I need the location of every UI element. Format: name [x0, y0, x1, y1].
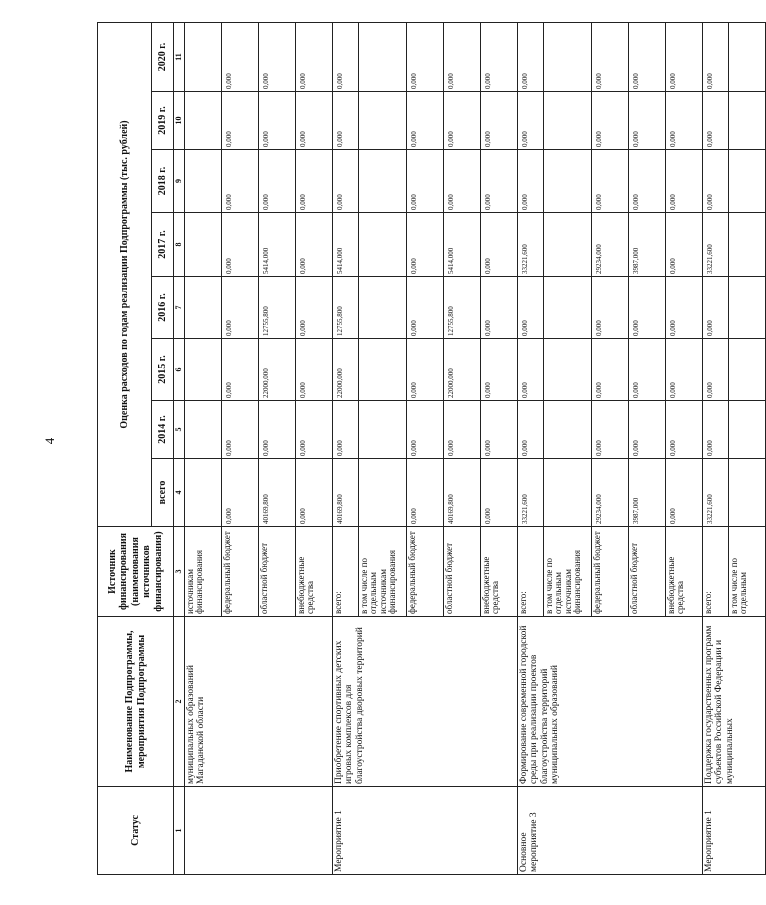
- value-cell: 40169,800: [333, 459, 359, 527]
- status-cell: Мероприятие 1: [333, 787, 518, 875]
- value-cell: 0,000: [518, 23, 544, 92]
- value-cell: 0,000: [259, 150, 296, 213]
- value-cell: 0,000: [592, 23, 629, 92]
- header-source: Источник финансирования (наименования источников финансирования): [98, 527, 174, 617]
- value-cell: 0,000: [629, 277, 666, 339]
- name-cell: Поддержка государственных программ субъектов Российской Федерации и муниципальных: [703, 617, 766, 787]
- value-cell: 0,000: [296, 92, 333, 150]
- column-index: 8: [174, 213, 185, 277]
- source-cell: источникам финансирования: [185, 527, 222, 617]
- header-year: 2014 г.: [152, 401, 174, 459]
- value-cell: [185, 401, 222, 459]
- value-cell: 0,000: [296, 213, 333, 277]
- value-cell: 0,000: [666, 23, 703, 92]
- value-cell: [544, 401, 592, 459]
- value-cell: [359, 23, 407, 92]
- header-year: 2015 г.: [152, 339, 174, 401]
- source-cell: внебюджетные средства: [296, 527, 333, 617]
- value-cell: [729, 150, 766, 213]
- source-cell: областной бюджет: [444, 527, 481, 617]
- column-index: 9: [174, 150, 185, 213]
- value-cell: 0,000: [629, 92, 666, 150]
- value-cell: 0,000: [592, 277, 629, 339]
- value-cell: 0,000: [666, 213, 703, 277]
- header-name: Наименование Подпрограммы, мероприятия Подпрограммы: [98, 617, 174, 787]
- value-cell: 0,000: [481, 92, 518, 150]
- value-cell: 0,000: [703, 277, 729, 339]
- value-cell: 0,000: [518, 277, 544, 339]
- header-estimate: Оценка расходов по годам реализации Подпрограммы (тыс. рублей): [98, 23, 152, 527]
- header-status: Статус: [98, 787, 174, 875]
- value-cell: 0,000: [481, 339, 518, 401]
- value-cell: 0,000: [481, 150, 518, 213]
- value-cell: [359, 213, 407, 277]
- value-cell: 33221,600: [703, 459, 729, 527]
- value-cell: 0,000: [333, 401, 359, 459]
- source-cell: всего:: [703, 527, 729, 617]
- column-index: 7: [174, 277, 185, 339]
- header-year: 2019 г.: [152, 92, 174, 150]
- value-cell: 5414,000: [333, 213, 359, 277]
- header-year: 2018 г.: [152, 150, 174, 213]
- value-cell: 0,000: [222, 401, 259, 459]
- status-cell: Мероприятие 1: [703, 787, 766, 875]
- value-cell: 0,000: [703, 150, 729, 213]
- column-index: 1: [174, 787, 185, 875]
- column-index: 11: [174, 23, 185, 92]
- table-row: [185, 23, 222, 875]
- value-cell: [729, 23, 766, 92]
- value-cell: 0,000: [296, 401, 333, 459]
- value-cell: 0,000: [333, 23, 359, 92]
- value-cell: 0,000: [666, 277, 703, 339]
- value-cell: 0,000: [222, 213, 259, 277]
- value-cell: [359, 339, 407, 401]
- value-cell: 0,000: [666, 401, 703, 459]
- value-cell: 0,000: [481, 277, 518, 339]
- value-cell: 33221,600: [518, 213, 544, 277]
- value-cell: 0,000: [444, 150, 481, 213]
- value-cell: [544, 339, 592, 401]
- value-cell: [185, 277, 222, 339]
- value-cell: 40169,800: [444, 459, 481, 527]
- value-cell: 0,000: [296, 459, 333, 527]
- value-cell: 0,000: [407, 23, 444, 92]
- status-cell: Основное мероприятие 3: [518, 787, 703, 875]
- value-cell: 0,000: [592, 401, 629, 459]
- name-cell: Приобретение спортивных детских игровых комплексов для благоустройства дворовых территорий: [333, 617, 518, 787]
- value-cell: [185, 92, 222, 150]
- value-cell: [544, 213, 592, 277]
- column-index: 3: [174, 527, 185, 617]
- value-cell: 0,000: [407, 150, 444, 213]
- value-cell: 0,000: [259, 92, 296, 150]
- page-number: 4: [42, 437, 57, 445]
- header-year: 2017 г.: [152, 213, 174, 277]
- table-container: [97, 23, 749, 875]
- source-cell: в том числе по отдельным источникам финансирования: [359, 527, 407, 617]
- value-cell: 0,000: [407, 339, 444, 401]
- value-cell: 0,000: [592, 150, 629, 213]
- source-cell: в том числе по отдельным источникам финансирования: [544, 527, 592, 617]
- value-cell: [359, 150, 407, 213]
- value-cell: [544, 23, 592, 92]
- value-cell: 29234,000: [592, 459, 629, 527]
- value-cell: 0,000: [629, 401, 666, 459]
- value-cell: [544, 92, 592, 150]
- value-cell: 0,000: [222, 150, 259, 213]
- value-cell: 0,000: [592, 92, 629, 150]
- value-cell: [544, 277, 592, 339]
- value-cell: 3987,000: [629, 459, 666, 527]
- rotated-table-area: [97, 23, 749, 875]
- value-cell: [185, 459, 222, 527]
- status-cell: [185, 787, 333, 875]
- value-cell: 0,000: [222, 277, 259, 339]
- value-cell: 0,000: [296, 339, 333, 401]
- value-cell: 0,000: [629, 339, 666, 401]
- source-cell: областной бюджет: [259, 527, 296, 617]
- source-cell: федеральный бюджет: [407, 527, 444, 617]
- value-cell: 0,000: [407, 213, 444, 277]
- table-row: [333, 23, 359, 875]
- value-cell: 0,000: [259, 23, 296, 92]
- value-cell: [359, 92, 407, 150]
- value-cell: 0,000: [407, 277, 444, 339]
- value-cell: [544, 150, 592, 213]
- value-cell: 5414,000: [444, 213, 481, 277]
- value-cell: 0,000: [592, 339, 629, 401]
- name-cell: муниципальных образований Магаданской области: [185, 617, 333, 787]
- column-index: 2: [174, 617, 185, 787]
- value-cell: 0,000: [407, 92, 444, 150]
- table-row: [518, 23, 544, 875]
- column-index: 10: [174, 92, 185, 150]
- expenditure-table: [97, 22, 766, 875]
- header-year: 2020 г.: [152, 23, 174, 92]
- header-year: всего: [152, 459, 174, 527]
- source-cell: федеральный бюджет: [592, 527, 629, 617]
- header-year: 2016 г.: [152, 277, 174, 339]
- value-cell: 0,000: [703, 92, 729, 150]
- value-cell: 33221,600: [703, 213, 729, 277]
- value-cell: 5414,000: [259, 213, 296, 277]
- value-cell: 0,000: [259, 401, 296, 459]
- value-cell: 0,000: [629, 150, 666, 213]
- value-cell: [729, 339, 766, 401]
- value-cell: 0,000: [481, 23, 518, 92]
- name-cell: Формирование современной городской среды при реализации проектов благоустройства территорий муниципальных образований: [518, 617, 703, 787]
- value-cell: 22000,000: [444, 339, 481, 401]
- table-header: [98, 23, 185, 875]
- value-cell: 0,000: [703, 23, 729, 92]
- value-cell: 3987,000: [629, 213, 666, 277]
- value-cell: 0,000: [296, 23, 333, 92]
- value-cell: 0,000: [481, 213, 518, 277]
- column-index: 6: [174, 339, 185, 401]
- value-cell: [729, 92, 766, 150]
- source-cell: внебюджетные средства: [481, 527, 518, 617]
- value-cell: 0,000: [222, 339, 259, 401]
- value-cell: 0,000: [666, 459, 703, 527]
- source-cell: внебюджетные средства: [666, 527, 703, 617]
- value-cell: 0,000: [481, 459, 518, 527]
- value-cell: [185, 339, 222, 401]
- value-cell: 0,000: [518, 401, 544, 459]
- value-cell: 0,000: [703, 339, 729, 401]
- value-cell: 33221,600: [518, 459, 544, 527]
- value-cell: 0,000: [518, 339, 544, 401]
- value-cell: 12755,800: [333, 277, 359, 339]
- value-cell: 22000,000: [333, 339, 359, 401]
- source-cell: областной бюджет: [629, 527, 666, 617]
- header-index-row: [174, 23, 185, 875]
- value-cell: 0,000: [333, 150, 359, 213]
- value-cell: 0,000: [481, 401, 518, 459]
- source-cell: федеральный бюджет: [222, 527, 259, 617]
- column-index: 4: [174, 459, 185, 527]
- value-cell: [185, 213, 222, 277]
- value-cell: 0,000: [296, 277, 333, 339]
- value-cell: [359, 401, 407, 459]
- value-cell: 0,000: [666, 92, 703, 150]
- value-cell: [729, 277, 766, 339]
- value-cell: 0,000: [518, 92, 544, 150]
- source-cell: всего:: [518, 527, 544, 617]
- table-row: [703, 23, 729, 875]
- value-cell: 0,000: [222, 23, 259, 92]
- value-cell: [185, 23, 222, 92]
- source-cell: всего:: [333, 527, 359, 617]
- value-cell: 0,000: [666, 339, 703, 401]
- value-cell: 0,000: [333, 92, 359, 150]
- value-cell: [185, 150, 222, 213]
- table-body: [185, 23, 766, 875]
- value-cell: [544, 459, 592, 527]
- value-cell: [729, 459, 766, 527]
- value-cell: 0,000: [629, 23, 666, 92]
- value-cell: 0,000: [703, 401, 729, 459]
- value-cell: 40169,800: [259, 459, 296, 527]
- value-cell: [729, 401, 766, 459]
- value-cell: [359, 277, 407, 339]
- value-cell: 0,000: [296, 150, 333, 213]
- column-index: 5: [174, 401, 185, 459]
- value-cell: 0,000: [222, 459, 259, 527]
- value-cell: 0,000: [666, 150, 703, 213]
- value-cell: 0,000: [444, 23, 481, 92]
- value-cell: [729, 213, 766, 277]
- value-cell: 12755,800: [259, 277, 296, 339]
- value-cell: 0,000: [407, 401, 444, 459]
- value-cell: 0,000: [222, 92, 259, 150]
- value-cell: [359, 459, 407, 527]
- source-cell: в том числе по отдельным: [729, 527, 766, 617]
- value-cell: 0,000: [518, 150, 544, 213]
- value-cell: 29234,000: [592, 213, 629, 277]
- value-cell: 0,000: [444, 92, 481, 150]
- value-cell: 12755,800: [444, 277, 481, 339]
- value-cell: 0,000: [407, 459, 444, 527]
- value-cell: 22000,000: [259, 339, 296, 401]
- value-cell: 0,000: [444, 401, 481, 459]
